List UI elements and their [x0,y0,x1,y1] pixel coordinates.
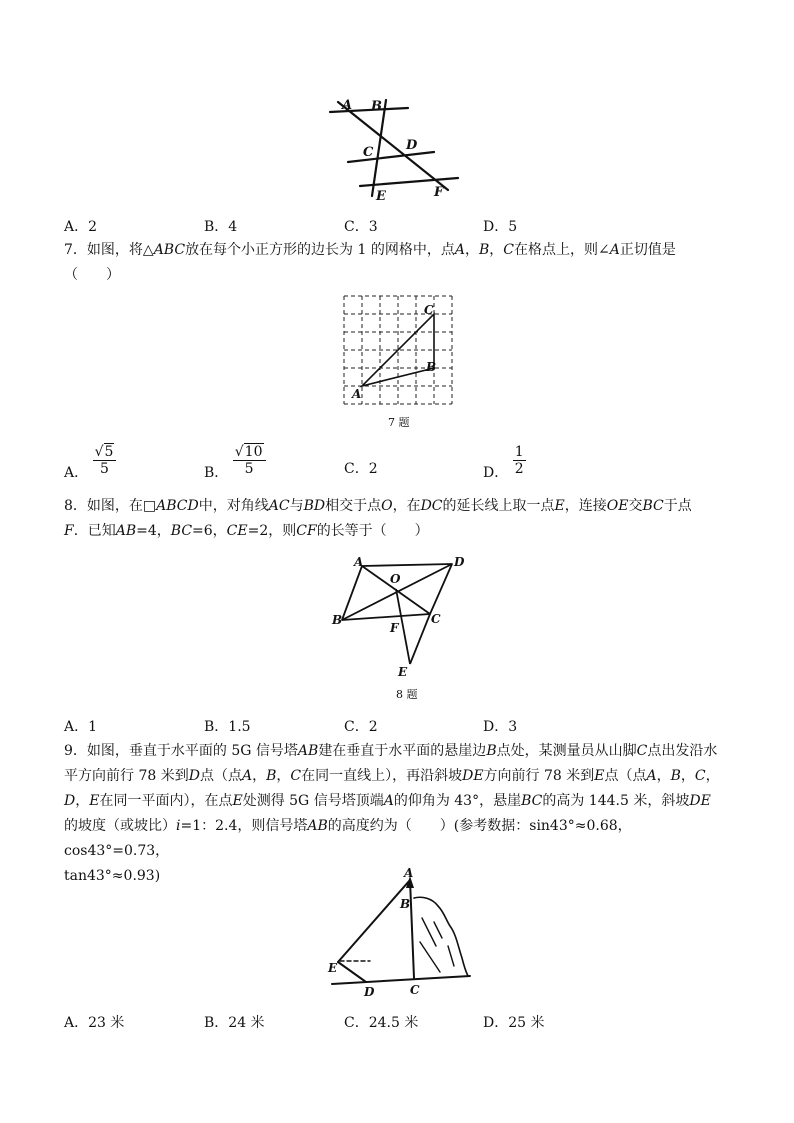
q6-label-d: D [406,138,418,153]
q7-option-b-fraction: $\frac{√10}{5}$ [233,444,266,477]
q7-stem [64,238,736,288]
q7-option-d[interactable]: D． $\frac{1}{2}$ [483,444,524,481]
q6-option-d[interactable]: D．5 [483,219,518,235]
q6-label-c: C [363,145,374,160]
q9-stem-line4: 的坡度（或坡比）i=1：2.4，则信号塔AB的高度约为（ ）(参考数据：sin43°≈0.68，cos43°=0.73， [64,818,632,859]
q8-segment-ce [410,614,430,664]
q8-label-e: E [398,665,408,679]
q6-option-b[interactable]: B．4 [204,219,238,235]
q6-figure [320,92,470,210]
q7-figure [336,286,460,432]
q6-label-f: F [434,185,444,200]
q6-label-e: E [376,189,386,204]
q7-stem-line1: 7．如图，将△ABC放在每个小正方形的边长为 1 的网格中，点A，B，C在格点上，则∠A正切值是 [64,242,676,258]
q8-label-b: B [332,613,343,627]
q7-option-c[interactable]: C．2 [344,461,378,477]
q8-stem [64,494,736,544]
q9-sight-line-ea [338,880,410,962]
q9-tower-cliff-ac [410,880,414,978]
q6-option-c[interactable]: C．3 [344,219,378,235]
q8-options [64,716,764,736]
q9-option-c[interactable]: C．24.5 米 [344,1015,419,1031]
q9-label-c: C [410,983,420,997]
q7-label-b: B [426,360,437,374]
q8-label-a: A [354,555,364,569]
q9-slope-de [338,962,366,982]
q9-stem-line3: D，E在同一平面内），在点E处测得 5G 信号塔顶端A的仰角为 43°，悬崖BC的高为 144.5 米，斜坡DE [64,793,711,809]
q7-option-b[interactable]: B． $\frac{√10}{5}$ [204,444,266,477]
q7-stem-line2: （ ） [64,267,120,283]
q6-transversal-be [372,100,386,196]
q9-label-b: B [400,897,411,911]
q8-label-d: D [454,555,465,569]
q9-options [64,1012,764,1032]
q6-line-cd [348,152,434,162]
q9-stem-line2: 平方向前行 78 米到D点（点A，B，C在同一直线上），再沿斜坡DE方向前行 78 米到E点（点A，B，C， [64,768,720,784]
q8-option-c[interactable]: C．2 [344,719,378,735]
q6-option-a[interactable]: A．2 [64,219,98,235]
q8-stem-line1: 8．如图，在□ABCD中，对角线AC与BD相交于点O，在DC的延长线上取一点E，连接OE交BC于点 [64,498,692,514]
q6-label-a: A [342,98,353,113]
q9-ground-line [332,976,470,984]
q8-stem-line2: F．已知AB=4，BC=6，CE=2，则CF的长等于（ ） [64,523,429,539]
q7-caption: 7 题 [388,416,410,429]
q8-caption: 8 题 [396,688,418,701]
q7-label-a: A [352,387,362,401]
q8-figure [328,552,478,704]
q7-options [64,444,764,486]
q9-label-e: E [328,961,338,975]
q7-label-c: C [424,303,434,317]
q9-figure [318,866,478,1002]
q9-option-d[interactable]: D．25 米 [483,1015,545,1031]
q7-option-a-fraction: $\frac{√5}{5}$ [93,444,117,477]
q9-stem-line5: tan43°≈0.93) [64,868,161,884]
q8-label-c: C [431,612,441,626]
q8-label-f: F [390,621,399,635]
q6-label-b: B [371,99,382,114]
q9-cliff-hatch-3 [434,922,442,938]
q8-option-a[interactable]: A．1 [64,719,98,735]
q6-options [64,216,764,236]
q8-label-o: O [390,572,401,586]
q8-option-b[interactable]: B．1.5 [204,719,251,735]
q8-option-d[interactable]: D．3 [483,719,518,735]
q9-label-a: A [404,866,414,880]
q6-transversal-af [338,102,448,190]
q9-option-a[interactable]: A．23 米 [64,1015,125,1031]
q7-option-a[interactable]: A． $\frac{√5}{5}$ [64,444,116,477]
q9-stem-line1: 9．如图，垂直于水平面的 5G 信号塔AB建在垂直于水平面的悬崖边B点处，某测量员从山脚C点出发沿水 [64,743,718,759]
q9-cliff-hatch-4 [448,946,454,966]
q9-option-b[interactable]: B．24 米 [204,1015,265,1031]
q7-option-d-fraction: $\frac{1}{2}$ [514,444,524,477]
q9-cliff-hatch-2 [420,942,440,972]
q9-label-d: D [364,985,375,999]
